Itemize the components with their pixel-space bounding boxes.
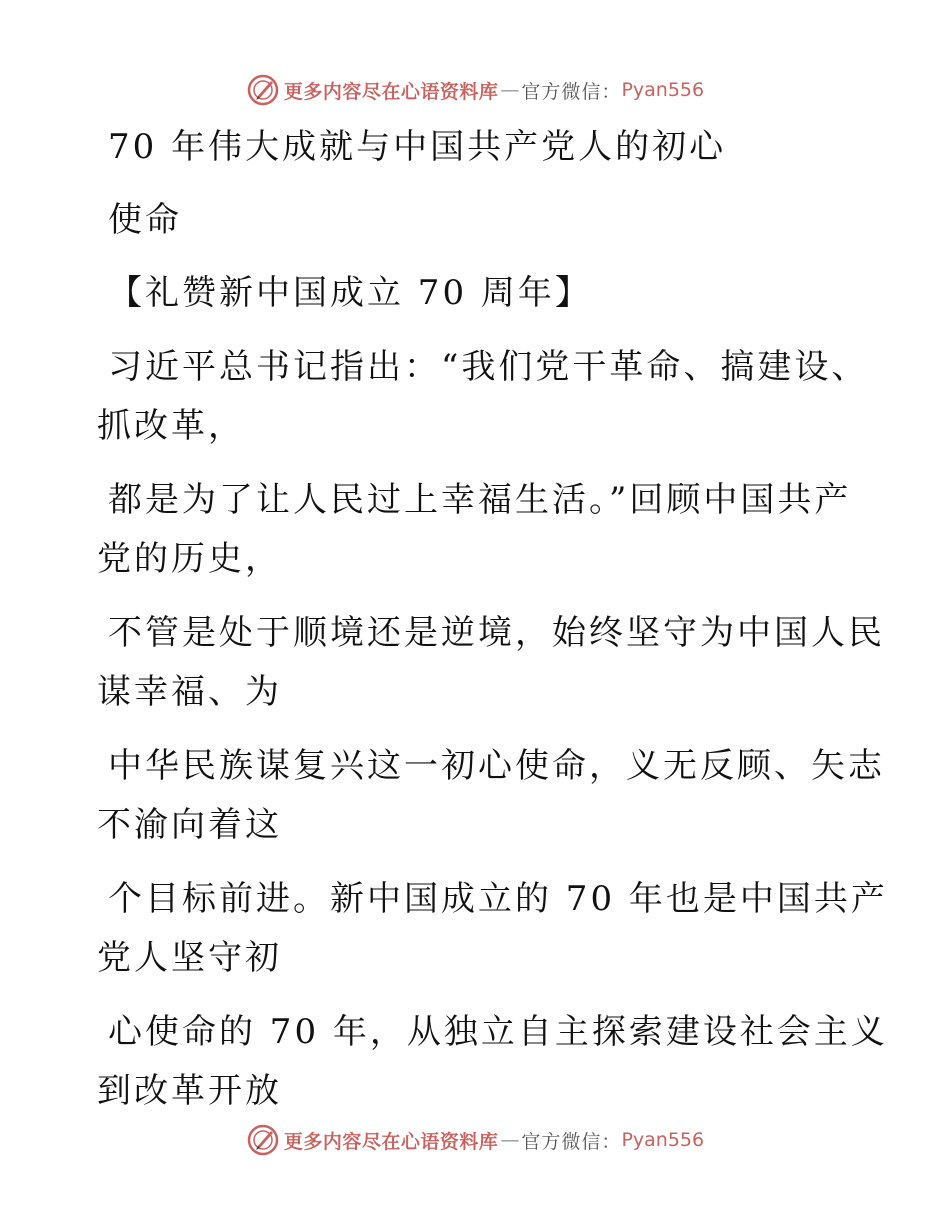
paragraph-line: 个目标前进。新中国成立的 70 年也是中国共产 bbox=[108, 879, 888, 919]
paragraph-line: 到改革开放 bbox=[97, 1071, 282, 1111]
watermark-official-label: 官方微信： bbox=[521, 1130, 622, 1153]
paragraph-line: 中华民族谋复兴这一初心使命，义无反顾、矢志 bbox=[108, 746, 885, 786]
paragraph-line: 都是为了让人民过上幸福生活。”回顾中国共产 bbox=[108, 480, 852, 520]
paragraph-line: 不管是处于顺境还是逆境，始终坚守为中国人民 bbox=[108, 613, 885, 653]
document-title-line-1: 70 年伟大成就与中国共产党人的初心 bbox=[108, 127, 727, 167]
paragraph-line: 抓改革， bbox=[97, 406, 245, 446]
watermark-separator: — bbox=[500, 1129, 520, 1151]
watermark-brand: 更多内容尽在心语资料库 bbox=[283, 1130, 499, 1153]
watermark-separator: — bbox=[500, 79, 520, 101]
paragraph-line: 不渝向着这 bbox=[97, 805, 282, 845]
paragraph-line: 党的历史， bbox=[97, 539, 282, 579]
document-subtitle: 【礼赞新中国成立 70 周年】 bbox=[108, 273, 592, 313]
paragraph-line: 党人坚守初 bbox=[97, 938, 282, 978]
watermark-wechat-id: Pyan556 bbox=[621, 79, 705, 101]
watermark-wechat-id: Pyan556 bbox=[621, 1129, 705, 1151]
quill-seal-logo-icon bbox=[246, 1123, 280, 1157]
paragraph-line: 心使命的 70 年，从独立自主探索建设社会主义 bbox=[108, 1012, 888, 1052]
paragraph-line: 习近平总书记指出：“我们党干革命、搞建设、 bbox=[108, 347, 869, 387]
quill-seal-logo-icon bbox=[246, 73, 280, 107]
watermark-official-label: 官方微信： bbox=[521, 80, 622, 103]
header-watermark bbox=[0, 70, 950, 110]
document-title-line-2: 使命 bbox=[108, 200, 182, 240]
paragraph-line: 谋幸福、为 bbox=[97, 672, 282, 712]
watermark-brand: 更多内容尽在心语资料库 bbox=[283, 80, 499, 103]
footer-watermark bbox=[0, 1120, 950, 1160]
